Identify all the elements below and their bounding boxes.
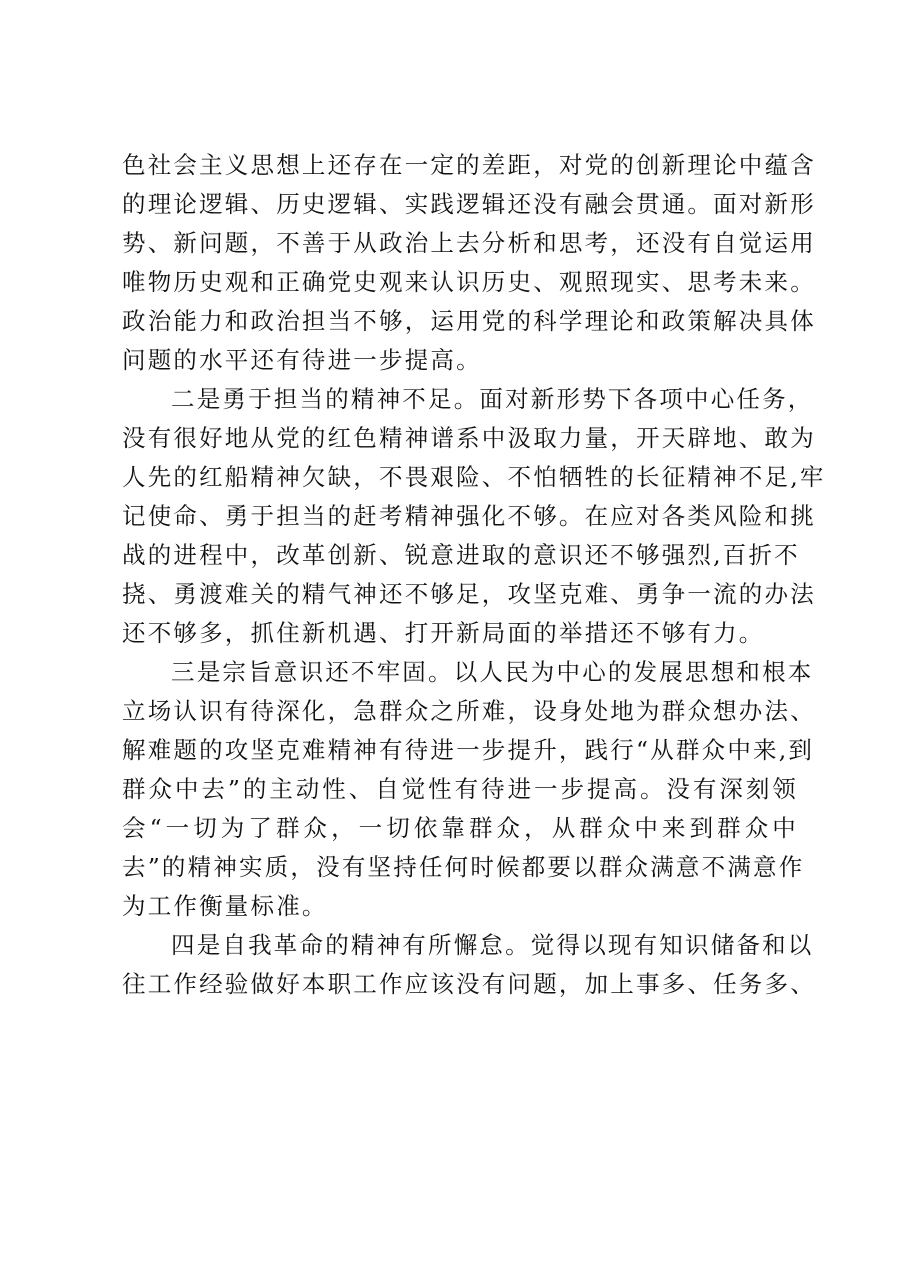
paragraph-3 — [122, 653, 816, 926]
text-line: 问题的水平还有待进一步提高。 — [122, 346, 482, 374]
text-line: 解难题的攻坚克难精神有待进一步提升，践行“从群众中来,到 — [122, 736, 815, 764]
text-line: 记使命、勇于担当的赶考精神强化不够。在应对各类风险和挑 — [122, 502, 816, 530]
text-line: 色社会主义思想上还存在一定的差距，对党的创新理论中蕴含 — [122, 151, 816, 179]
text-line: 会“一切为了群众，一切依靠群众，从群众中来到群众中 — [122, 814, 798, 842]
text-line: 还不够多，抓住新机遇、打开新局面的举措还不够有力。 — [122, 619, 765, 647]
text-line: 二是勇于担当的精神不足。面对新形势下各项中心任务， — [171, 385, 814, 413]
document-body — [122, 146, 826, 1004]
paragraph-1 — [122, 146, 816, 380]
text-line: 去”的精神实质，没有坚持任何时候都要以群众满意不满意作 — [122, 853, 805, 881]
text-line: 没有很好地从党的红色精神谱系中汲取力量，开天辟地、敢为 — [122, 424, 816, 452]
text-line: 势、新问题，不善于从政治上去分析和思考，还没有自觉运用 — [122, 229, 816, 257]
text-line: 政治能力和政治担当不够，运用党的科学理论和政策解决具体 — [122, 307, 816, 335]
text-line: 的理论逻辑、历史逻辑、实践逻辑还没有融会贯通。面对新形 — [122, 190, 816, 218]
text-line: 三是宗旨意识还不牢固。以人民为中心的发展思想和根本 — [171, 658, 814, 686]
paragraph-2 — [122, 380, 826, 653]
text-line: 唯物历史观和正确党史观来认识历史、观照现实、思考未来。 — [122, 268, 816, 296]
text-line: 四是自我革命的精神有所懈怠。觉得以现有知识储备和以 — [171, 931, 814, 959]
text-line: 为工作衡量标准。 — [122, 892, 328, 920]
text-line: 人先的红船精神欠缺，不畏艰险、不怕牺牲的长征精神不足,牢 — [122, 463, 826, 491]
text-line: 战的进程中，改革创新、锐意进取的意识还不够强烈,百折不 — [122, 541, 800, 569]
paragraph-4 — [122, 926, 816, 1004]
text-line: 群众中去”的主动性、自觉性有待进一步提高。没有深刻领 — [122, 775, 798, 803]
text-line: 往工作经验做好本职工作应该没有问题，加上事多、任务多、 — [122, 970, 816, 998]
text-line: 立场认识有待深化，急群众之所难，设身处地为群众想办法、 — [122, 697, 816, 725]
text-line: 挠、勇渡难关的精气神还不够足，攻坚克难、勇争一流的办法 — [122, 580, 816, 608]
